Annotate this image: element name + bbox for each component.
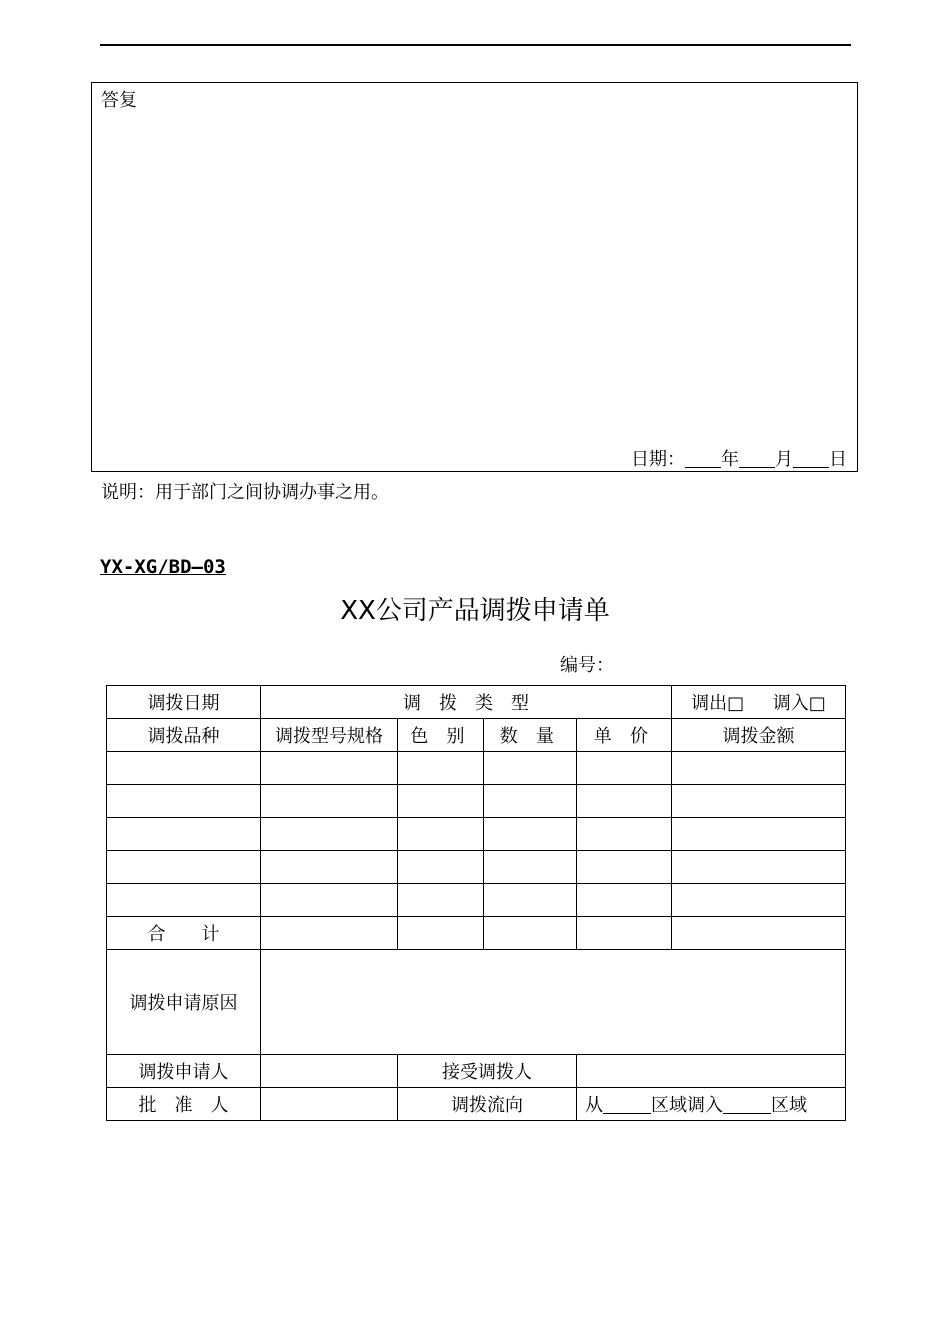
table-row — [107, 818, 846, 851]
applicant-label: 调拨申请人 — [107, 1055, 261, 1088]
transfer-out-checkbox[interactable]: 调出□ — [691, 693, 745, 714]
cell[interactable] — [672, 884, 846, 917]
cell[interactable] — [261, 752, 398, 785]
table-row — [107, 686, 846, 719]
table-row — [107, 851, 846, 884]
year-blank[interactable] — [685, 449, 721, 468]
cell[interactable] — [261, 785, 398, 818]
cell[interactable] — [398, 917, 484, 950]
approver-row — [107, 1088, 846, 1121]
cell[interactable] — [484, 818, 577, 851]
cell[interactable] — [261, 884, 398, 917]
approver-label: 批 准 人 — [107, 1088, 261, 1121]
reason-field[interactable] — [261, 950, 846, 1055]
cell[interactable] — [672, 785, 846, 818]
day-blank[interactable] — [793, 449, 829, 468]
header-quantity: 数 量 — [484, 719, 577, 752]
cell[interactable] — [107, 752, 261, 785]
year-label: 年 — [721, 449, 739, 470]
header-rule — [100, 44, 851, 46]
transfer-date-label: 调拨日期 — [107, 686, 261, 719]
cell[interactable] — [107, 884, 261, 917]
flow-from: 从 — [585, 1095, 603, 1116]
transfer-type-label: 调 拨 类 型 — [261, 686, 672, 719]
date-label: 日期： — [631, 449, 685, 470]
reason-label: 调拨申请原因 — [107, 950, 261, 1055]
table-header-row — [107, 719, 846, 752]
flow-field — [577, 1088, 846, 1121]
month-blank[interactable] — [739, 449, 775, 468]
applicant-field[interactable] — [261, 1055, 398, 1088]
transfer-in-checkbox[interactable]: 调入□ — [772, 693, 826, 714]
cell[interactable] — [398, 752, 484, 785]
cell[interactable] — [107, 818, 261, 851]
cell[interactable] — [484, 884, 577, 917]
header-unit-price: 单 价 — [577, 719, 672, 752]
receiver-label: 接受调拨人 — [398, 1055, 577, 1088]
cell[interactable] — [261, 818, 398, 851]
cell[interactable] — [107, 851, 261, 884]
applicant-row — [107, 1055, 846, 1088]
transfer-direction-options — [672, 686, 846, 719]
approver-field[interactable] — [261, 1088, 398, 1121]
cell[interactable] — [577, 884, 672, 917]
flow-region-in: 区域调入 — [651, 1095, 723, 1116]
total-row — [107, 917, 846, 950]
cell[interactable] — [484, 785, 577, 818]
cell[interactable] — [107, 785, 261, 818]
reason-row — [107, 950, 846, 1055]
document-code: YX-XG/BD—03 — [100, 556, 226, 578]
cell[interactable] — [672, 917, 846, 950]
cell[interactable] — [577, 818, 672, 851]
table-row — [107, 752, 846, 785]
cell[interactable] — [672, 818, 846, 851]
table-row — [107, 884, 846, 917]
flow-region: 区域 — [771, 1095, 807, 1116]
cell[interactable] — [672, 851, 846, 884]
cell[interactable] — [398, 884, 484, 917]
cell[interactable] — [398, 851, 484, 884]
cell[interactable] — [261, 917, 398, 950]
cell[interactable] — [261, 851, 398, 884]
header-amount: 调拨金额 — [672, 719, 846, 752]
reply-date — [631, 445, 847, 471]
form-title: XX公司产品调拨申请单 — [340, 596, 610, 626]
cell[interactable] — [577, 851, 672, 884]
usage-note: 说明：用于部门之间协调办事之用。 — [101, 482, 389, 503]
cell[interactable] — [577, 917, 672, 950]
cell[interactable] — [484, 851, 577, 884]
from-region-blank[interactable] — [603, 1095, 651, 1114]
header-variety: 调拨品种 — [107, 719, 261, 752]
cell[interactable] — [672, 752, 846, 785]
flow-label: 调拨流向 — [398, 1088, 577, 1121]
reply-box[interactable] — [91, 82, 858, 472]
month-label: 月 — [775, 449, 793, 470]
transfer-form-table — [106, 685, 846, 1121]
cell[interactable] — [577, 752, 672, 785]
cell[interactable] — [577, 785, 672, 818]
cell[interactable] — [398, 818, 484, 851]
receiver-field[interactable] — [577, 1055, 846, 1088]
table-row — [107, 785, 846, 818]
total-label: 合 计 — [107, 917, 261, 950]
cell[interactable] — [398, 785, 484, 818]
reply-label: 答复 — [101, 90, 137, 111]
header-color: 色 别 — [398, 719, 484, 752]
cell[interactable] — [484, 917, 577, 950]
serial-number-label: 编号： — [560, 655, 614, 676]
to-region-blank[interactable] — [723, 1095, 771, 1114]
header-model-spec: 调拨型号规格 — [261, 719, 398, 752]
day-label: 日 — [829, 449, 847, 470]
cell[interactable] — [484, 752, 577, 785]
